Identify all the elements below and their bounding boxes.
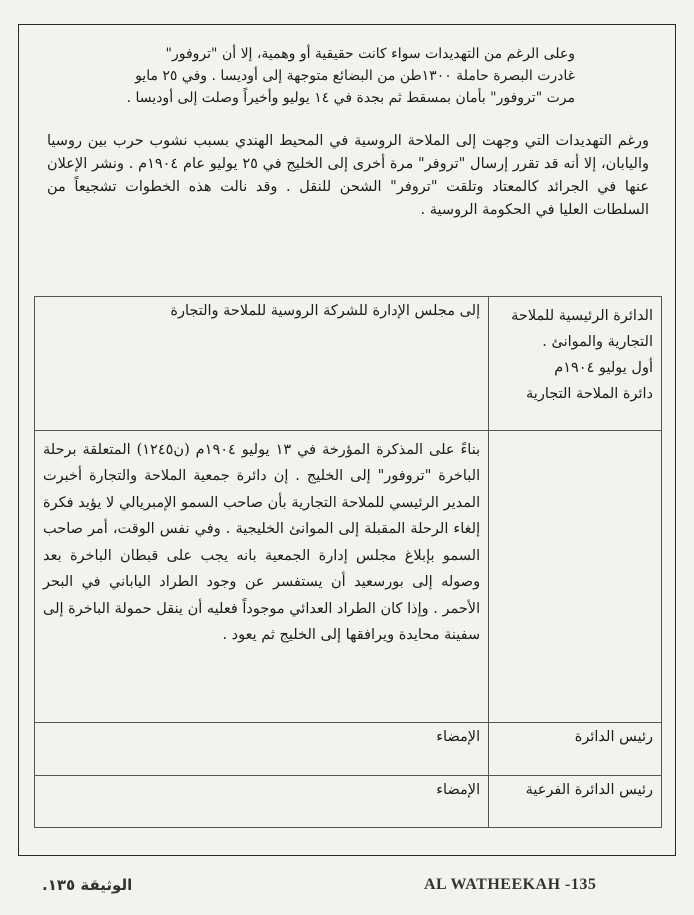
memo-body: بناءً على المذكرة المؤرخة في ١٣ يوليو ١٩٠٤م (ن١٢٤٥) المتعلقة برحلة الباخرة "تروفور" إلى الخليج . إن دائرة جمعية الملاحة والتجارة أخبرت المدير الرئيسي للملاحة التجارية بأن صاحب السمو الإمبريالي لا يؤيد فكرة إلغاء الرحلة المقبلة إلى الموانئ الخليجية . وفي نفس الوقت، أمر صاحب السمو بإبلاغ مجلس إدارة الجمعية بانه يجب على قبطان الباخرة بعد وصوله إلى بورسعيد أن يستفسر عن وجود الطراد الياباني في البحر الأحمر . وإذا كان الطراد العدائي موجوداً فعليه أن ينقل حمولة الباخرة إلى سفينة محايدة ويرافقها إلى الخليج ثم يعود . [35, 430, 489, 723]
intro-paragraph [119, 43, 575, 109]
footer-english: AL WATHEEKAH -135 [424, 876, 597, 893]
intro-line: غادرت البصرة حاملة ١٣٠٠طن من البضائع متوجهة إلى أوديسا . وفي ٢٥ مايو [135, 68, 575, 84]
intro-line: وعلى الرغم من التهديدات سواء كانت حقيقية أو وهمية، إلا أن "تروفور" [165, 46, 575, 62]
footer-arabic: الوثيقة ١٣٥. [42, 876, 133, 894]
sender-line: التجارية والموانئ . [542, 334, 653, 350]
memo-empty-label-cell [489, 430, 662, 723]
page-footer [18, 870, 676, 900]
signature-label: رئيس الدائرة الفرعية [489, 775, 662, 827]
signature-value: الإمضاء [35, 775, 489, 827]
intro-line: مرت "تروفور" بأمان بمسقط ثم بجدة في ١٤ يوليو وأخيراً وصلت إلى أوديسا . [126, 90, 575, 106]
body-paragraph: ورغم التهديدات التي وجهت إلى الملاحة الروسية في المحيط الهندي بسبب نشوب حرب بين روسيا واليابان، إلا أنه قد تقرر إرسال "تروفر" مرة أخرى إلى الخليج في ٢٥ يوليو عام ١٩٠٤م . ونشر الإعلان عنها في الجرائد كالمعتاد وتلقت "تروفر" الشحن للنقل . وقد نالت هذه الخطوات تشجيعاً من السلطات العليا في الحكومة الروسية . [47, 133, 649, 218]
memo-sender-cell [489, 297, 662, 431]
sender-line: الدائرة الرئيسية للملاحة [511, 308, 653, 324]
memo-table [34, 296, 662, 828]
memo-date: أول يوليو ١٩٠٤م [554, 360, 653, 376]
signature-value: الإمضاء [35, 723, 489, 775]
signature-label: رئيس الدائرة [489, 723, 662, 775]
memo-recipient: إلى مجلس الإدارة للشركة الروسية للملاحة والتجارة [170, 303, 481, 319]
sender-department: دائرة الملاحة التجارية [526, 386, 653, 402]
memo-recipient-cell [35, 297, 489, 431]
